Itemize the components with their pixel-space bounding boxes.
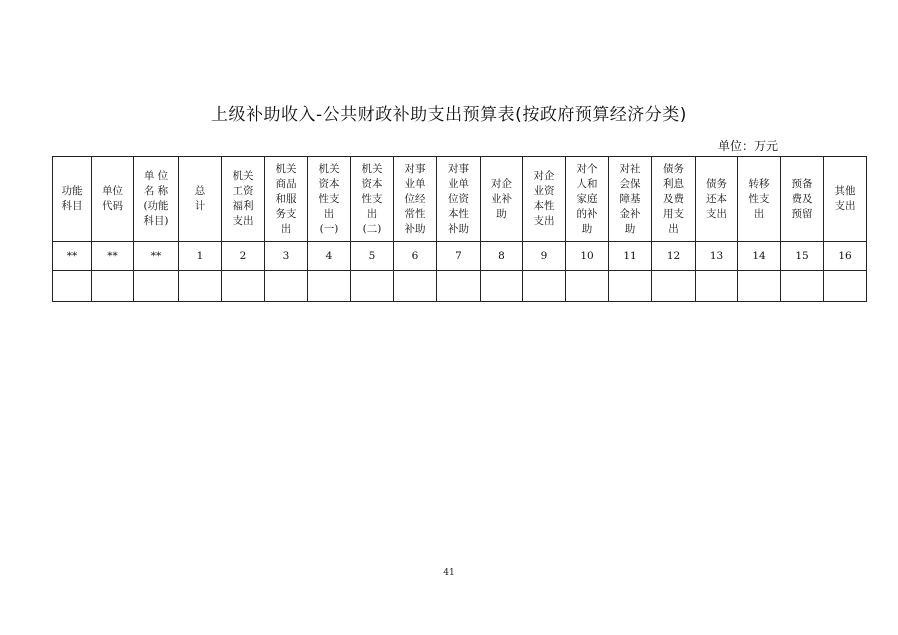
table-cell bbox=[265, 271, 308, 302]
table-cell: 2 bbox=[222, 242, 265, 271]
header-label: 机关 资本 性支 出 (一) bbox=[318, 162, 340, 235]
header-label: 单 位 名 称 (功能 科目) bbox=[143, 170, 169, 227]
table-cell bbox=[394, 271, 437, 302]
table-header-cell bbox=[351, 157, 394, 242]
table-header-cell bbox=[566, 157, 609, 242]
table-cell bbox=[179, 271, 222, 302]
page-number: 41 bbox=[443, 568, 455, 578]
header-label: 预备 费及 预留 bbox=[791, 177, 813, 220]
table-cell bbox=[351, 271, 394, 302]
table-header-row bbox=[53, 157, 867, 242]
header-label: 对事 业单 位资 本性 补助 bbox=[448, 162, 469, 235]
table-header-cell bbox=[481, 157, 523, 242]
table-cell: 5 bbox=[351, 242, 394, 271]
unit-label: 单位：万元 bbox=[718, 139, 779, 153]
header-label: 机关 工资 福利 支出 bbox=[232, 170, 254, 227]
table-cell: 12 bbox=[652, 242, 696, 271]
header-label: 单位 代码 bbox=[102, 185, 123, 212]
table-cell bbox=[134, 271, 179, 302]
table-header-cell bbox=[92, 157, 134, 242]
table-cell bbox=[696, 271, 738, 302]
budget-table bbox=[52, 156, 867, 302]
table-cell: 7 bbox=[437, 242, 481, 271]
header-label: 对社 会保 障基 金补 助 bbox=[619, 162, 641, 235]
header-label: 债务 利息 及费 用支 出 bbox=[663, 162, 684, 235]
table-header-cell bbox=[308, 157, 351, 242]
table-header-cell bbox=[824, 157, 867, 242]
table-cell: 8 bbox=[481, 242, 523, 271]
table-row bbox=[53, 271, 867, 302]
table-cell: 14 bbox=[738, 242, 781, 271]
table-cell: 13 bbox=[696, 242, 738, 271]
header-label: 其他 支出 bbox=[834, 185, 856, 212]
page-title: 上级补助收入-公共财政补助支出预算表(按政府预算经济分类) bbox=[211, 105, 687, 125]
table-header-cell bbox=[738, 157, 781, 242]
table-cell bbox=[609, 271, 652, 302]
table-header-cell bbox=[609, 157, 652, 242]
header-label: 对企 业资 本性 支出 bbox=[533, 170, 555, 227]
table-cell bbox=[566, 271, 609, 302]
header-label: 对事 业单 位经 常性 补助 bbox=[404, 162, 426, 235]
header-label: 机关 商品 和服 务支 出 bbox=[275, 162, 297, 235]
table-cell bbox=[781, 271, 824, 302]
table-header-cell bbox=[394, 157, 437, 242]
table-cell bbox=[308, 271, 351, 302]
table-header-cell bbox=[781, 157, 824, 242]
table-cell: ** bbox=[53, 242, 92, 271]
table-cell bbox=[523, 271, 566, 302]
table-cell: 16 bbox=[824, 242, 867, 271]
table-cell: 4 bbox=[308, 242, 351, 271]
table-header-cell bbox=[265, 157, 308, 242]
header-label: 转移 性支 出 bbox=[748, 177, 770, 220]
table-cell bbox=[92, 271, 134, 302]
header-label: 总 计 bbox=[194, 185, 206, 212]
table-cell bbox=[738, 271, 781, 302]
table-cell: 11 bbox=[609, 242, 652, 271]
table-cell: 1 bbox=[179, 242, 222, 271]
table-header-cell bbox=[696, 157, 738, 242]
table-cell: 6 bbox=[394, 242, 437, 271]
table-cell: 9 bbox=[523, 242, 566, 271]
table-cell: 15 bbox=[781, 242, 824, 271]
table-header-cell bbox=[437, 157, 481, 242]
table-code-row bbox=[53, 242, 867, 271]
table-cell: ** bbox=[134, 242, 179, 271]
table-cell bbox=[222, 271, 265, 302]
table-header-cell bbox=[134, 157, 179, 242]
table-cell bbox=[437, 271, 481, 302]
header-label: 债务 还本 支出 bbox=[706, 177, 727, 220]
table-cell: 10 bbox=[566, 242, 609, 271]
table-cell bbox=[481, 271, 523, 302]
table-header-cell bbox=[652, 157, 696, 242]
header-label: 对个 人和 家庭 的补 助 bbox=[576, 162, 598, 235]
table-cell bbox=[652, 271, 696, 302]
table-cell bbox=[53, 271, 92, 302]
table-header-cell bbox=[523, 157, 566, 242]
table-header-cell bbox=[53, 157, 92, 242]
table-header-cell bbox=[179, 157, 222, 242]
table-cell: 3 bbox=[265, 242, 308, 271]
header-label: 功能 科目 bbox=[61, 185, 83, 212]
table-cell bbox=[824, 271, 867, 302]
header-label: 机关 资本 性支 出 (二) bbox=[361, 162, 383, 235]
header-label: 对企 业补 助 bbox=[491, 177, 512, 220]
table-header-cell bbox=[222, 157, 265, 242]
table-cell: ** bbox=[92, 242, 134, 271]
